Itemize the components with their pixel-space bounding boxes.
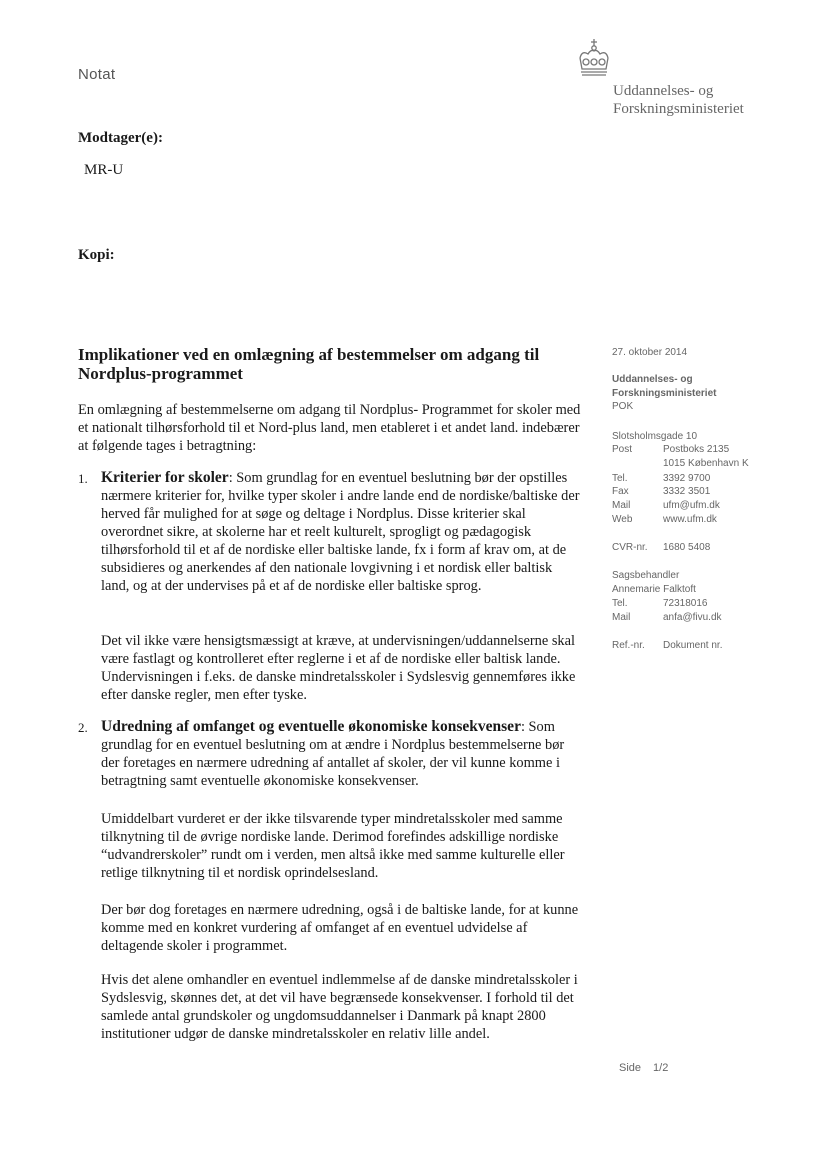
ministry-name-line1: Uddannelses- og: [613, 83, 714, 99]
mail-value: ufm@ufm.dk: [663, 500, 720, 511]
sidebar-unit: POK: [612, 401, 634, 412]
ref-value: Dokument nr.: [663, 640, 723, 651]
page-label: Side: [619, 1062, 642, 1074]
item-1-text: : Som grundlag for en eventuel beslutning bør der opstilles nærmere kriterier for, hvilke typer skoler i andre lande end de nordiske/baltiske der herved får mulighed for at søge og deltage i Nordplus. Disse kriterier skal overordnet sikre, at skolerne har et reelt kulturelt, sprogligt og pædagogisk tilhørsforhold til et af de nordiske eller baltiske lande, fx i form af krav om, at de subsidieres og anerkendes af den nationale lovgivning i et nordisk eller baltisk land, og at der undervises på et af de nordiske eller baltiske sprog.: [101, 470, 580, 594]
handler-mail: [612, 611, 722, 625]
handler-tel-label: Tel.: [612, 598, 628, 609]
document-title: Implikationer ved en omlægning af bestemmelser om adgang til Nordplus-programmet: [78, 345, 540, 383]
sidebar-web: [612, 513, 717, 527]
item-1-lead: Kriterier for skoler: [101, 469, 229, 486]
item-2-paragraph-3: Der bør dog foretages en nærmere udredning, også i de baltiske lande, for at kunne komme med en konkret vurdering af omfanget af en eventuel udvidelse af deltagende skoler i programmet.: [101, 902, 579, 954]
ministry-name: [613, 82, 744, 118]
sidebar-org-line1: Uddannelses- og: [612, 374, 693, 385]
copy-heading: Kopi:: [78, 247, 115, 263]
item-1-paragraph-2: Det vil ikke være hensigtsmæssigt at kræve, at undervisningen/uddannelserne skal være fastlagt og kontrolleret efter reglerne i et af de nordiske eller baltisk lande. Undervisningen i f.eks. de danske mindretalsskoler i Sydslesvig gennemføres ikke efter danske regler, men efter tyske.: [101, 633, 576, 703]
sidebar-mail: [612, 499, 720, 513]
handler-tel: [612, 597, 708, 611]
sidebar-org-line2: Forskningsministeriet: [612, 387, 717, 399]
tel-value: 3392 9700: [663, 473, 711, 484]
handler-mail-label: Mail: [612, 612, 631, 623]
mail-label: Mail: [612, 500, 631, 511]
item-2-text: : Som grundlag for en eventuel beslutning om at ændre i Nordplus bestemmelserne bør der foretages en nærmere udredning af antallet af skoler, der vil kunne komme i betragtning samt eventuelle økonomiske konsekvenser.: [101, 719, 565, 789]
item-2-paragraph-1: [101, 718, 583, 790]
page-value: 1/2: [653, 1062, 669, 1074]
cvr-value: 1680 5408: [663, 542, 711, 553]
sidebar-fax: [612, 485, 710, 499]
intro-paragraph: En omlægning af bestemmelserne om adgang til Nordplus- Programmet for skoler med et nationalt tilhørsforhold til et Nord-plus land, men etableret i et andet land. indebærer at følgende tages i betragtning:: [78, 402, 581, 454]
item-number-2: 2.: [78, 720, 88, 735]
item-1-paragraph-1: [101, 469, 583, 595]
tel-label: Tel.: [612, 473, 628, 484]
ref-label: Ref.-nr.: [612, 640, 645, 651]
item-2-paragraph-2: Umiddelbart vurderet er der ikke tilsvarende typer mindretalsskoler med samme tilknytning til de øvrige nordiske lande. Derimod forefindes adskillige nordiske “udvandrerskoler” rundt om i verden, men altså ikke med samme kulturelle eller retlige tilknytning til et nordisk oprindelsesland.: [101, 811, 565, 881]
case-handler-label: Sagsbehandler: [612, 570, 680, 581]
ministry-name-line2: Forskningsministeriet: [613, 101, 744, 117]
sidebar-street: Slotsholmsgade 10: [612, 431, 698, 442]
page-number: [619, 1062, 668, 1074]
sidebar-tel: [612, 472, 710, 486]
web-value: www.ufm.dk: [663, 514, 717, 525]
crown-icon: [574, 38, 614, 80]
post-city: 1015 København K: [663, 458, 749, 469]
case-handler-name: Annemarie Falktoft: [612, 584, 696, 595]
document-type-label: Notat: [78, 66, 116, 83]
document-date: 27. oktober 2014: [612, 347, 688, 358]
recipient-value: MR-U: [84, 162, 124, 178]
recipient-heading: Modtager(e):: [78, 130, 163, 146]
sidebar-post: [612, 443, 729, 457]
handler-tel-value: 72318016: [663, 598, 708, 609]
item-2-paragraph-4: Hvis det alene omhandler en eventuel indlemmelse af de danske mindretalsskoler i Sydslesvig, skønnes det, at det vil have begrænsede konsekvenser. I forhold til det samlede antal grundskoler og ungdomsuddannelser i Danmark på knapt 2800 institutioner udgør de danske mindretalsskoler en relativ lille andel.: [101, 972, 578, 1042]
sidebar-cvr: [612, 541, 710, 555]
reference-number: [612, 639, 722, 653]
post-label: Post: [612, 444, 633, 455]
fax-value: 3332 3501: [663, 486, 711, 497]
sidebar-org: [612, 373, 716, 400]
item-number-1: 1.: [78, 471, 88, 486]
handler-mail-value: anfa@fivu.dk: [663, 612, 722, 623]
web-label: Web: [612, 514, 633, 525]
fax-label: Fax: [612, 486, 629, 497]
item-2-lead: Udredning af omfanget og eventuelle økonomiske konsekvenser: [101, 718, 521, 735]
post-box: Postboks 2135: [663, 444, 730, 455]
cvr-label: CVR-nr.: [612, 542, 648, 553]
